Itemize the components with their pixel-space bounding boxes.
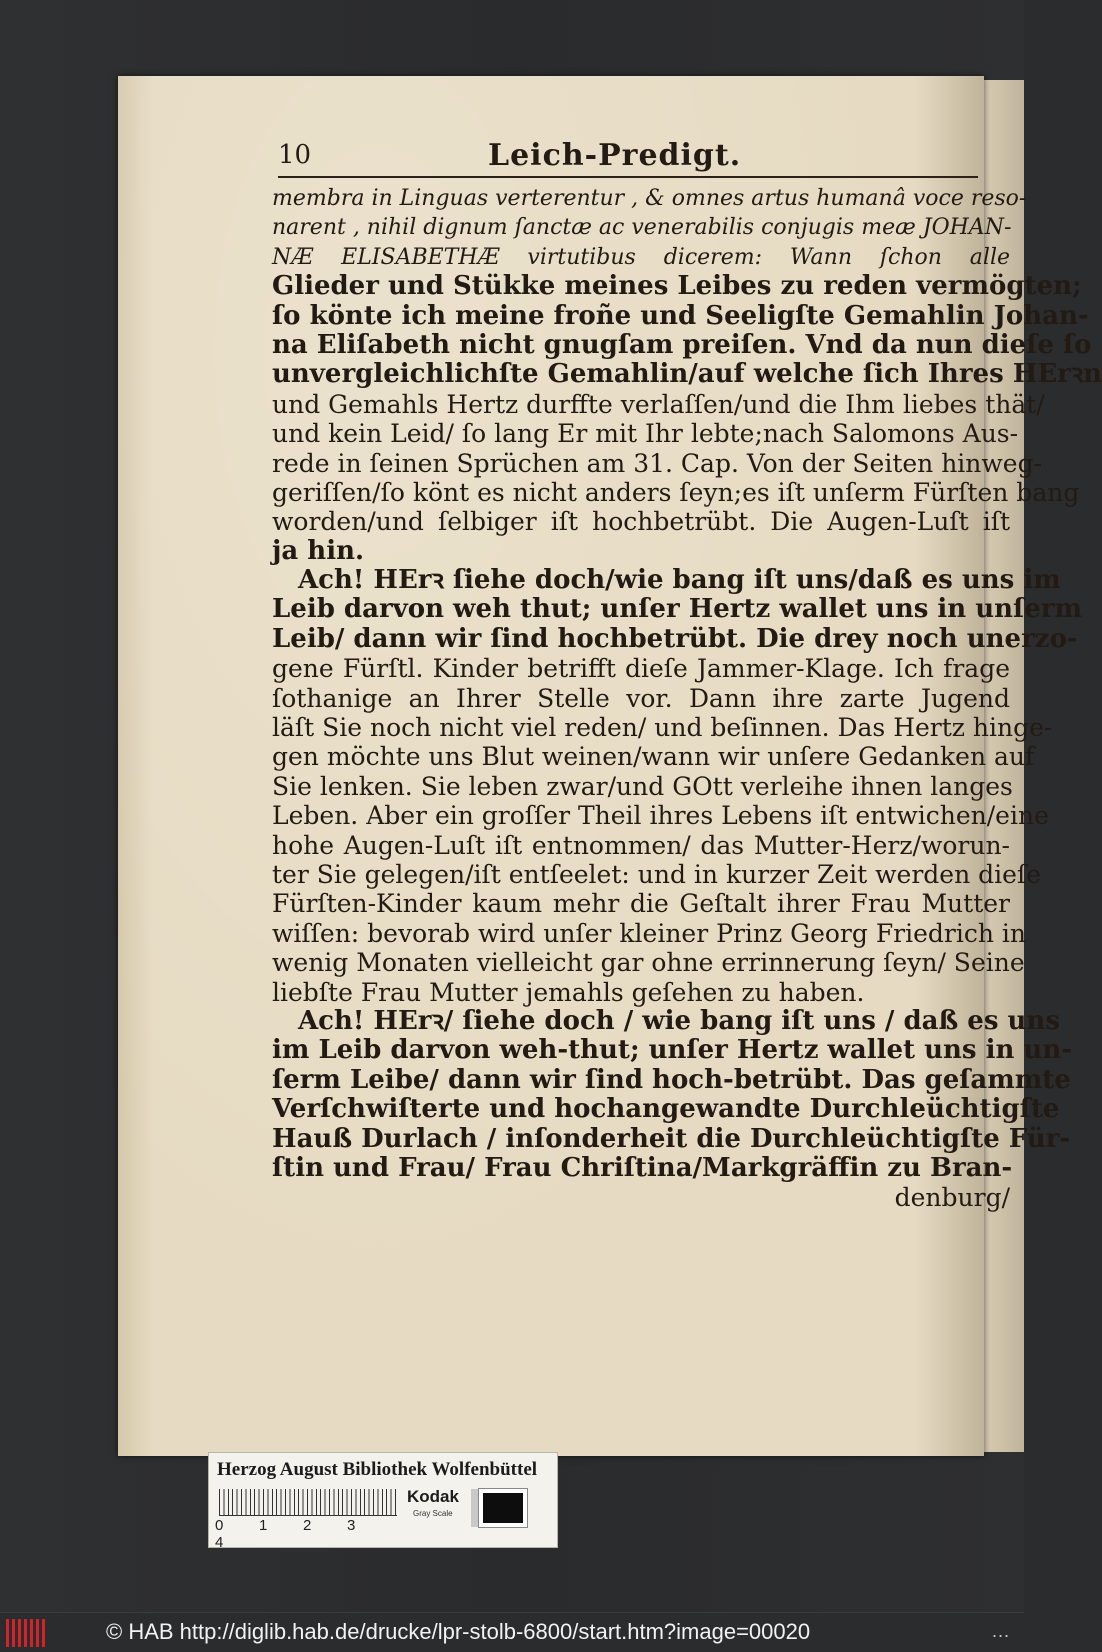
text-line: und kein Leid/ ſo lang Er mit Ihr lebte;nach Salomons Aus- xyxy=(272,419,1019,449)
text-line: ſtin und Frau/ Frau Chriſtina/Markgräffin zu Bran- xyxy=(272,1152,1013,1183)
text-line: und Gemahls Hertz durffte verlaſſen/und die Ihm liebes thät/ xyxy=(272,389,1045,419)
text-line: Leib darvon weh thut; unſer Hertz wallet uns in unſerm xyxy=(272,594,1082,625)
text-line: Ach! HErꝛ ſiehe doch/wie bang iſt uns/daß es uns im xyxy=(298,565,1061,596)
text-line: gene Fürſtl. Kinder betrifft dieſe Jammer-Klage. Ich frage xyxy=(272,654,1010,684)
text-line: im Leib darvon weh-thut; unſer Hertz wallet uns in un- xyxy=(272,1035,1073,1066)
ruler-number: 4 xyxy=(215,1534,224,1551)
text-line: worden/und ſelbiger iſt hochbetrübt. Die Augen-Luſt iſt xyxy=(272,507,1010,537)
scale-ruler xyxy=(219,1489,397,1516)
text-line: Hauß Durlach / inſonderheit die Durchleüchtigſte Für- xyxy=(272,1123,1071,1154)
gray-patch-light xyxy=(471,1489,479,1527)
library-name: Herzog August Bibliothek Wolfenbüttel xyxy=(217,1459,538,1480)
text-line: ſerm Leibe/ dann wir ſind hoch-betrübt. Das geſammte xyxy=(272,1064,1071,1095)
page-text xyxy=(272,184,1102,1213)
footer-bar xyxy=(0,1612,1024,1652)
text-line: ſo könte ich meine froñe und Seeligſte Gemahlin Johan- xyxy=(272,300,1089,331)
library-label-card xyxy=(208,1452,558,1551)
text-line: liebſte Frau Mutter jemahls geſehen zu haben. xyxy=(272,977,865,1007)
hab-logo-icon xyxy=(6,1619,46,1647)
text-line: Leben. Aber ein groſſer Theil ihres Lebens iſt entwichen/eine xyxy=(272,801,1049,831)
running-head: Leich-Predigt. xyxy=(488,138,742,173)
ruler-number: 2 xyxy=(303,1517,312,1534)
text-line: Leib/ dann wir ſind hochbetrübt. Die drey noch unerzo- xyxy=(272,623,1078,654)
text-line: hohe Augen-Luſt iſt entnommen/ das Mutter-Herz/worun- xyxy=(272,830,1010,860)
kodak-logo: Kodak xyxy=(407,1487,459,1506)
ruler-number: 0 xyxy=(215,1517,224,1534)
footer-url[interactable]: © HAB http://diglib.hab.de/drucke/lpr-stolb-6800/start.htm?image=00020 xyxy=(106,1619,811,1644)
text-line: unvergleichlichſte Gemahlin/auf welche ſich Ihres HErꝛn xyxy=(272,359,1102,390)
text-line: ſothanige an Ihrer Stelle vor. Dann ihre zarte Jugend xyxy=(272,683,1010,713)
page-number: 10 xyxy=(278,140,312,170)
text-line: NÆ ELISABETHÆ virtutibus dicerem: Wann ſchon alle xyxy=(272,244,1010,270)
more-icon[interactable]: ... xyxy=(991,1621,1010,1641)
gray-scale-label: Gray Scale xyxy=(413,1509,453,1518)
text-line: Glieder und Stükke meines Leibes zu reden vermögten; xyxy=(272,271,1082,302)
text-line: Sie lenken. Sie leben zwar/und GOtt verleihe ihnen langes xyxy=(272,771,1013,801)
ruler-numbers xyxy=(215,1517,415,1551)
text-line: wenig Monaten vielleicht gar ohne errinnerung ſeyn/ Seine xyxy=(272,948,1025,978)
text-line: ja hin. xyxy=(272,535,365,566)
page-header xyxy=(278,136,978,178)
ruler-number: 1 xyxy=(259,1517,268,1534)
ruler-number: 3 xyxy=(347,1517,356,1534)
book-page xyxy=(118,76,1102,1456)
text-line: membra in Linguas verterentur , & omnes artus humanâ voce reso- xyxy=(272,186,1027,211)
text-line: Fürſten-Kinder kaum mehr die Geſtalt ihrer Frau Mutter xyxy=(272,889,1010,919)
text-line: geriſſen/ſo könt es nicht anders ſeyn;es iſt unſerm Fürſten bang xyxy=(272,477,1080,507)
text-line: rede in ſeinen Sprüchen am 31. Cap. Von der Seiten hinweg- xyxy=(272,448,1043,478)
text-line: ter Sie gelegen/iſt entſeelet: und in kurzer Zeit werden dieſe xyxy=(272,859,1041,889)
text-line: Verſchwiſterte und hochangewandte Durchleüchtigſte xyxy=(272,1094,1060,1125)
text-line: gen möchte uns Blut weinen/wann wir unſere Gedanken auf xyxy=(272,742,1035,772)
text-line: na Eliſabeth nicht gnugſam preiſen. Vnd da nun dieſe ſo xyxy=(272,329,1092,360)
catchword: denburg/ xyxy=(894,1183,1010,1213)
text-line: narent , nihil dignum ſanctæ ac venerabilis conjugis meæ JOHAN- xyxy=(272,215,1012,241)
text-line: läſt Sie noch nicht viel reden/ und beſinnen. Das Hertz hinge- xyxy=(272,713,1053,743)
text-line: wiſſen: bevorab wird unſer kleiner Prinz Georg Friedrich in xyxy=(272,918,1027,948)
text-line: Ach! HErꝛ/ ſiehe doch / wie bang iſt uns / daß es uns xyxy=(298,1005,1060,1036)
gray-patch-dark xyxy=(479,1489,527,1527)
